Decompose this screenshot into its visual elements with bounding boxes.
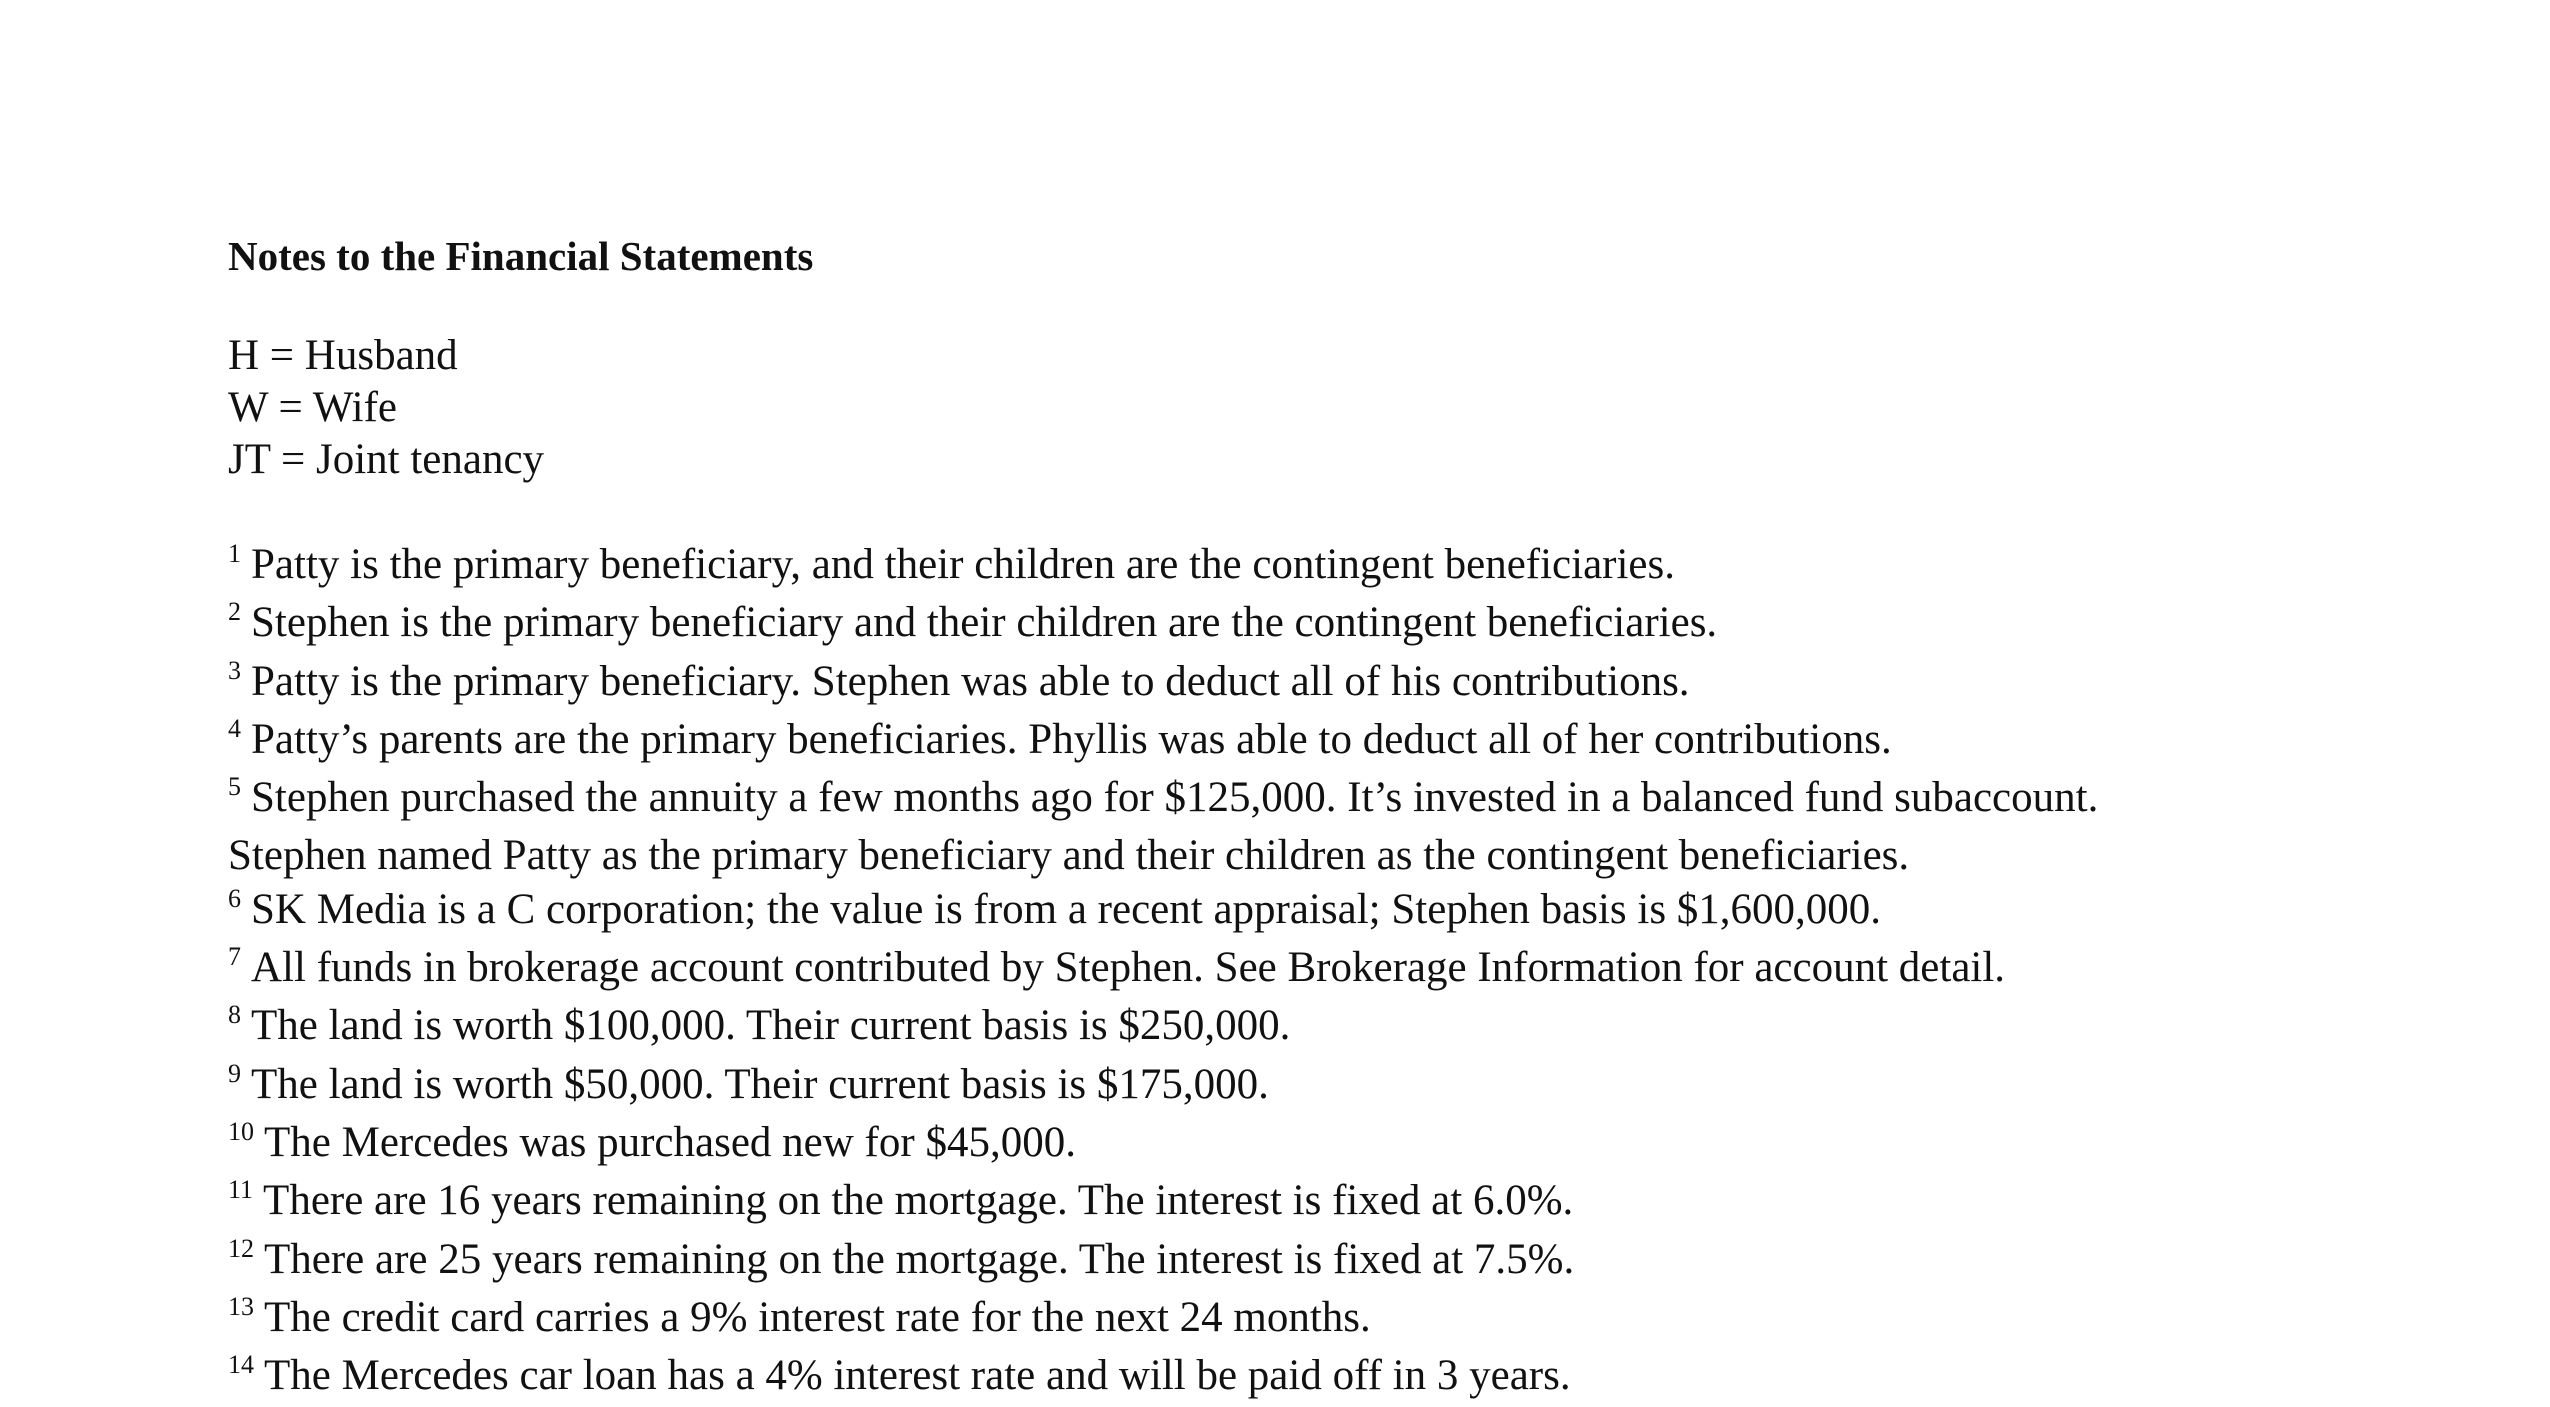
footnote-number: 11 — [228, 1175, 254, 1205]
footnote-10 — [228, 1116, 2428, 1174]
footnote-6 — [228, 883, 2428, 941]
footnote-number: 12 — [228, 1233, 254, 1263]
footnote-number: 2 — [228, 597, 241, 627]
footnote-number: 13 — [228, 1291, 254, 1321]
footnote-7 — [228, 941, 2428, 999]
footnote-number: 4 — [228, 713, 241, 743]
footnote-text: Stephen is the primary beneficiary and their children are the contingent beneficiaries. — [251, 599, 1718, 647]
footnote-number: 8 — [228, 1000, 241, 1030]
legend-husband: H = Husband — [228, 332, 458, 379]
footnote-2 — [228, 596, 2428, 654]
footnote-text: The Mercedes car loan has a 4% interest rate and will be paid off in 3 years. — [264, 1352, 1571, 1400]
document-content — [228, 226, 2428, 1407]
footnote-number: 7 — [228, 942, 241, 972]
legend-joint-tenancy: JT = Joint tenancy — [228, 436, 545, 483]
footnote-text: SK Media is a C corporation; the value is from a recent appraisal; Stephen basis is $1,600,000. — [251, 885, 1882, 933]
footnote-4 — [228, 713, 2428, 771]
footnote-5-continuation — [228, 829, 2428, 882]
footnote-number: 10 — [228, 1116, 254, 1146]
footnote-text: The land is worth $50,000. Their current basis is $175,000. — [251, 1060, 1269, 1108]
footnote-9 — [228, 1058, 2428, 1116]
footnote-14 — [228, 1349, 2428, 1407]
footnote-text: There are 25 years remaining on the mortgage. The interest is fixed at 7.5%. — [264, 1235, 1575, 1283]
page-title: Notes to the Financial Statements — [228, 233, 814, 279]
footnote-13 — [228, 1291, 2428, 1349]
footnote-text: Stephen named Patty as the primary beneficiary and their children as the contingent beneficiaries. — [228, 832, 1910, 880]
footnote-number: 1 — [228, 539, 241, 568]
footnote-number: 9 — [228, 1058, 241, 1088]
footnote-text: There are 16 years remaining on the mortgage. The interest is fixed at 6.0%. — [263, 1177, 1574, 1225]
footnote-1 — [228, 538, 2428, 596]
footnote-text: The credit card carries a 9% interest rate for the next 24 months. — [264, 1293, 1371, 1341]
footnote-8 — [228, 999, 2428, 1057]
footnote-11 — [228, 1174, 2428, 1232]
footnote-number: 3 — [228, 655, 241, 685]
footnote-number: 6 — [228, 883, 241, 913]
footnote-number: 14 — [228, 1350, 254, 1380]
footnote-text: All funds in brokerage account contributed by Stephen. See Brokerage Information for account detail. — [251, 944, 2006, 992]
footnote-12 — [228, 1233, 2428, 1291]
footnote-3 — [228, 655, 2428, 713]
footnote-text: Patty is the primary beneficiary. Stephen was able to deduct all of his contributions. — [251, 657, 1690, 705]
footnote-text: Patty is the primary beneficiary, and their children are the contingent beneficiaries. — [251, 541, 1675, 588]
legend-wife: W = Wife — [228, 384, 397, 431]
footnote-text: Stephen purchased the annuity a few months ago for $125,000. It’s invested in a balanced fund subaccount. — [251, 774, 2099, 822]
footnotes-list — [228, 538, 2428, 1407]
footnote-text: The land is worth $100,000. Their current basis is $250,000. — [251, 1002, 1291, 1050]
abbreviation-legend — [228, 330, 2428, 486]
footnote-number: 5 — [228, 772, 241, 802]
footnote-text: Patty’s parents are the primary beneficiaries. Phyllis was able to deduct all of her contributions. — [251, 715, 1892, 763]
footnote-text: The Mercedes was purchased new for $45,000. — [264, 1118, 1076, 1166]
footnote-5 — [228, 771, 2428, 829]
